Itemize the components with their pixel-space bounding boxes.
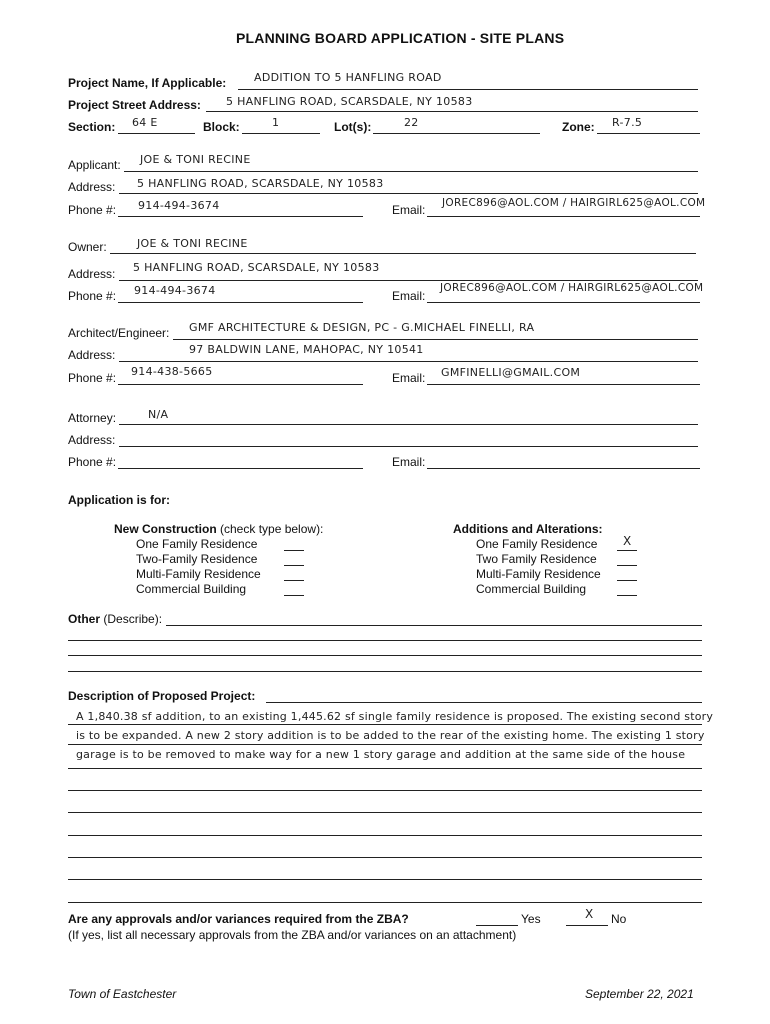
additions-mark: X <box>623 534 632 548</box>
attorney-label: Attorney: <box>68 411 117 425</box>
owner-email-field[interactable]: JOREC896@AOL.COM / HAIRGIRL625@AOL.COM <box>440 282 704 294</box>
owner-address-line <box>119 280 698 281</box>
attorney-email-label: Email: <box>392 455 426 469</box>
lots-label: Lot(s): <box>334 120 372 134</box>
new-construction-item: Commercial Building <box>136 582 247 596</box>
footer-town: Town of Eastchester <box>68 987 177 1001</box>
section-line <box>118 133 195 134</box>
description-line <box>68 724 702 725</box>
owner-phone-field[interactable]: 914-494-3674 <box>134 284 216 297</box>
additions-checkbox[interactable] <box>617 595 637 596</box>
new-construction-checkbox[interactable] <box>284 580 304 581</box>
project-street-label: Project Street Address: <box>68 98 201 112</box>
zba-yes-label: Yes <box>521 912 541 926</box>
attorney-address-line <box>119 446 698 447</box>
additions-item: Commercial Building <box>476 582 587 596</box>
footer-date: September 22, 2021 <box>585 987 694 1001</box>
section-field[interactable]: 64 E <box>132 116 158 129</box>
owner-line <box>110 253 696 254</box>
lots-line <box>373 133 540 134</box>
new-construction-item: One Family Residence <box>136 537 258 551</box>
additions-checkbox[interactable] <box>617 565 637 566</box>
description-label: Description of Proposed Project: <box>68 689 256 703</box>
description-text-line[interactable]: A 1,840.38 sf addition, to an existing 1,445.62 sf single family residence is proposed. The existing second story <box>76 710 714 723</box>
applicant-address-field[interactable]: 5 HANFLING ROAD, SCARSDALE, NY 10583 <box>137 177 384 190</box>
description-line <box>68 902 702 903</box>
new-construction-title: New Construction <box>114 522 217 536</box>
owner-label: Owner: <box>68 240 107 254</box>
architect-label: Architect/Engineer: <box>68 326 170 340</box>
section-label: Section: <box>68 120 116 134</box>
description-line <box>68 768 702 769</box>
additions-item: One Family Residence <box>476 537 598 551</box>
additions-heading: Additions and Alterations: <box>453 522 603 536</box>
architect-name-field[interactable]: GMF ARCHITECTURE & DESIGN, PC - G.MICHAEL FINELLI, RA <box>189 321 535 334</box>
applicant-email-line <box>427 216 700 217</box>
applicant-address-label: Address: <box>68 180 116 194</box>
additions-item: Two Family Residence <box>476 552 597 566</box>
applicant-line <box>124 171 698 172</box>
architect-address-line <box>119 361 698 362</box>
project-street-line <box>206 111 698 112</box>
owner-address-field[interactable]: 5 HANFLING ROAD, SCARSDALE, NY 10583 <box>133 261 380 274</box>
other-line[interactable] <box>68 655 702 656</box>
architect-phone-line <box>118 384 363 385</box>
application-heading: Application is for: <box>68 493 170 507</box>
project-name-field[interactable]: ADDITION TO 5 HANFLING ROAD <box>254 71 442 84</box>
other-line[interactable] <box>68 671 702 672</box>
architect-line <box>173 339 698 340</box>
description-line <box>68 835 702 836</box>
other-hint: (Describe): <box>103 612 163 626</box>
owner-email-line <box>427 302 700 303</box>
page-title: PLANNING BOARD APPLICATION - SITE PLANS <box>236 30 565 46</box>
architect-phone-field[interactable]: 914-438-5665 <box>131 365 213 378</box>
architect-email-label: Email: <box>392 371 426 385</box>
new-construction-checkbox[interactable] <box>284 550 304 551</box>
description-line <box>68 812 702 813</box>
attorney-name-field[interactable]: N/A <box>148 408 169 421</box>
zba-note: (If yes, list all necessary approvals from the ZBA and/or variances on an attachment) <box>68 928 517 942</box>
description-line <box>68 857 702 858</box>
attorney-phone-line <box>118 468 363 469</box>
additions-checkbox[interactable] <box>617 550 637 551</box>
zba-yes-blank[interactable] <box>476 925 518 926</box>
owner-name-field[interactable]: JOE & TONI RECINE <box>137 237 248 250</box>
new-construction-item: Two-Family Residence <box>136 552 258 566</box>
other-title: Other <box>68 612 101 626</box>
additions-checkbox[interactable] <box>617 580 637 581</box>
applicant-name-field[interactable]: JOE & TONI RECINE <box>140 153 251 166</box>
attorney-email-line <box>427 468 700 469</box>
block-label: Block: <box>203 120 240 134</box>
applicant-label: Applicant: <box>68 158 121 172</box>
applicant-phone-field[interactable]: 914-494-3674 <box>138 199 220 212</box>
other-label <box>68 612 162 626</box>
applicant-address-line <box>119 193 698 194</box>
zba-no-mark: X <box>585 907 594 921</box>
project-name-line <box>238 89 698 90</box>
applicant-email-field[interactable]: JOREC896@AOL.COM / HAIRGIRL625@AOL.COM <box>442 197 706 209</box>
architect-email-field[interactable]: GMFINELLI@GMAIL.COM <box>441 366 581 379</box>
architect-email-line <box>427 384 700 385</box>
zba-no-blank[interactable] <box>566 925 608 926</box>
new-construction-checkbox[interactable] <box>284 565 304 566</box>
new-construction-heading <box>114 522 323 536</box>
attorney-line <box>119 424 698 425</box>
owner-address-label: Address: <box>68 267 116 281</box>
description-text-line[interactable]: is to be expanded. A new 2 story addition is to be added to the rear of the existing home. The existing 1 story <box>76 729 705 742</box>
lots-field[interactable]: 22 <box>404 116 419 129</box>
owner-email-label: Email: <box>392 289 426 303</box>
owner-phone-line <box>118 302 363 303</box>
architect-phone-label: Phone #: <box>68 371 117 385</box>
architect-address-label: Address: <box>68 348 116 362</box>
architect-address-field[interactable]: 97 BALDWIN LANE, MAHOPAC, NY 10541 <box>189 343 424 356</box>
new-construction-checkbox[interactable] <box>284 595 304 596</box>
applicant-phone-label: Phone #: <box>68 203 117 217</box>
zone-label: Zone: <box>562 120 595 134</box>
zone-line <box>597 133 700 134</box>
project-name-label: Project Name, If Applicable: <box>68 76 227 90</box>
owner-phone-label: Phone #: <box>68 289 117 303</box>
attorney-phone-label: Phone #: <box>68 455 117 469</box>
project-street-field[interactable]: 5 HANFLING ROAD, SCARSDALE, NY 10583 <box>226 95 473 108</box>
new-construction-hint: (check type below): <box>220 522 324 536</box>
description-line <box>266 702 702 703</box>
other-line[interactable] <box>68 640 702 641</box>
other-line[interactable] <box>166 625 702 626</box>
applicant-phone-line <box>118 216 363 217</box>
description-line <box>68 790 702 791</box>
zone-field[interactable]: R-7.5 <box>612 116 643 129</box>
new-construction-item: Multi-Family Residence <box>136 567 261 581</box>
description-text-line[interactable]: garage is to be removed to make way for a new 1 story garage and addition at the same side of the house <box>76 748 686 761</box>
zba-no-label: No <box>611 912 627 926</box>
description-line <box>68 879 702 880</box>
block-field[interactable]: 1 <box>272 116 280 129</box>
applicant-email-label: Email: <box>392 203 426 217</box>
zba-question: Are any approvals and/or variances required from the ZBA? <box>68 912 409 926</box>
attorney-address-label: Address: <box>68 433 116 447</box>
description-line <box>68 744 702 745</box>
additions-item: Multi-Family Residence <box>476 567 601 581</box>
block-line <box>242 133 320 134</box>
